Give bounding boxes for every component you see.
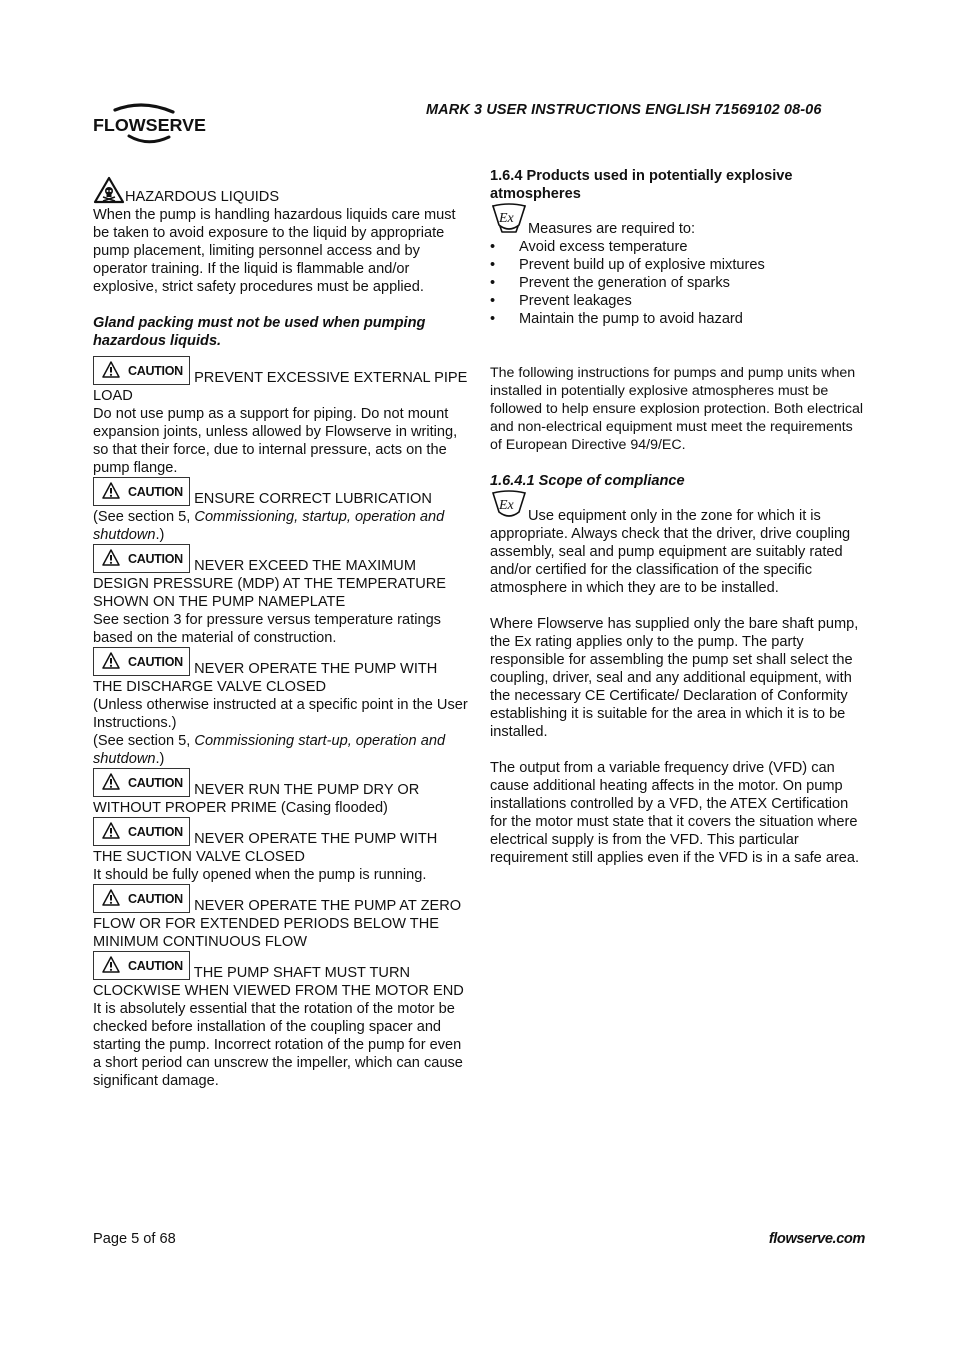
measures-text: Measures are required to: [528,221,696,237]
warning-triangle-icon [102,549,120,567]
list-item: • Maintain the pump to avoid hazard [490,310,868,328]
ex-explosion-protection-icon [490,490,528,522]
warning-triangle-icon [102,652,120,670]
right-column [490,167,868,867]
caution-badge: CAUTION [93,356,190,385]
flowserve-logo [93,103,208,145]
document-title: MARK 3 USER INSTRUCTIONS ENGLISH 71569102 08-06 [426,102,822,118]
caution-badge: CAUTION [93,768,190,797]
list-item: • Prevent build up of explosive mixtures [490,256,868,274]
hazardous-liquids-heading [93,176,468,206]
gland-packing-note: Gland packing must not be used when pumping hazardous liquids. [93,315,426,349]
warning-triangle-icon [102,822,120,840]
list-item: • Prevent the generation of sparks [490,274,868,292]
footer-website: flowserve.com [768,1231,865,1247]
left-column [93,176,468,1090]
caution-title-rotation: THE PUMP SHAFT MUST TURN CLOCKWISE WHEN VIEWED FROM THE MOTOR END [93,965,464,999]
caution-title-suction-valve: NEVER OPERATE THE PUMP WITH THE SUCTION VALVE CLOSED [93,831,438,865]
page-number: Page 5 of 68 [93,1231,176,1247]
list-item: • Avoid excess temperature [490,238,868,256]
caution-body-suction-valve: It should be fully opened when the pump is running. [93,867,427,883]
caution-title-run-dry: NEVER RUN THE PUMP DRY OR WITHOUT PROPER PRIME (Casing flooded) [93,782,420,816]
caution-badge: CAUTION [93,884,190,913]
caution-badge: CAUTION [93,951,190,980]
svg-text:Ex: Ex [499,498,514,513]
warning-triangle-icon [102,482,120,500]
ex-explosion-protection-icon [490,203,528,235]
hazard-body: When the pump is handling hazardous liquids care must be taken to avoid exposure to the liquid by appropriate pump placement, limiting personnel access and by operator training. If the liquid is flammable and/or explosive, strict safety procedures must be applied. [93,207,456,295]
explosion-protection-paragraph: The following instructions for pumps and pump units when installed in potentially explosive atmospheres must be followed to help ensure explosion protection. Both electrical and non-electrical equipment must meet the requirements of European Directive 94/9/EC. [490,365,864,453]
caution-title-discharge-valve: NEVER OPERATE THE PUMP WITH THE DISCHARGE VALVE CLOSED [93,661,438,695]
measures-list [490,238,868,328]
caution-badge: CAUTION [93,817,190,846]
caution-badge: CAUTION [93,477,190,506]
hazard-title: HAZARDOUS LIQUIDS [125,189,280,205]
caution-badge: CAUTION [93,647,190,676]
caution-ref-discharge-valve: (See section 5, Commissioning start-up, operation and shutdown.) [93,733,446,767]
caution-body-mdp: See section 3 for pressure versus temperature ratings based on the material of construction. [93,612,441,646]
warning-triangle-icon [102,956,120,974]
warning-triangle-icon [102,773,120,791]
scope-paragraph: Ex Use equipment only in the zone for which it is appropriate. Always check that the driver, drive coupling assembly, seal and pump equipment are suitably rated and/or certified for the classification of the specific atmosphere in which they are to be installed. [490,490,868,597]
bare-shaft-paragraph: Where Flowserve has supplied only the bare shaft pump, the Ex rating applies only to the pump. The party responsible for assembling the pump set shall select the coupling, driver, seal and any additional equipment, with the necessary CE Certificate/ Declaration of Conformity establishing it is suitable for the area in which it is to be installed. [490,616,859,740]
section-heading-explosive-atmospheres: 1.6.4 Products used in potentially explosive atmospheres [490,168,793,202]
logo-text: FLOWSERVE [93,115,206,135]
caution-body-rotation: It is absolutely essential that the rotation of the motor be checked before installation of the coupling spacer and starting the pump. Incorrect rotation of the pump for even a short period can unscrew the impeller, which can cause significant damage. [93,1001,463,1089]
measures-intro [490,203,868,238]
caution-title-lubrication: ENSURE CORRECT LUBRICATION [194,491,432,507]
svg-text:Ex: Ex [499,211,514,226]
caution-title-zero-flow: NEVER OPERATE THE PUMP AT ZERO FLOW OR FOR EXTENDED PERIODS BELOW THE MINIMUM CONTINUOUS FLOW [93,898,462,950]
hazard-skull-icon [93,176,125,204]
caution-body-pipe-load: Do not use pump as a support for piping. Do not mount expansion joints, unless allowed by Flowserve in writing, so that their force, due to internal pressure, acts on the pump flange. [93,406,458,476]
caution-body-lubrication: (See section 5, Commissioning, startup, operation and shutdown.) [93,509,445,543]
warning-triangle-icon [102,361,120,379]
caution-badge: CAUTION [93,544,190,573]
vfd-paragraph: The output from a variable frequency drive (VFD) can cause additional heating affects in the motor. On pump installations controlled by a VFD, the ATEX Certification for the motor must state that it covers the situation where electrical supply is from the VFD. This particular requirement still applies even if the VFD is in a safe area. [490,760,860,866]
list-item: • Prevent leakages [490,292,868,310]
subsection-heading-scope: 1.6.4.1 Scope of compliance [490,473,685,489]
caution-title-pipe-load: PREVENT EXCESSIVE EXTERNAL PIPE LOAD [93,370,468,404]
warning-triangle-icon [102,889,120,907]
caution-body-discharge-valve: (Unless otherwise instructed at a specific point in the User Instructions.) [93,697,468,731]
caution-title-mdp: NEVER EXCEED THE MAXIMUM DESIGN PRESSURE (MDP) AT THE TEMPERATURE SHOWN ON THE PUMP NAMEPLATE [93,558,447,610]
